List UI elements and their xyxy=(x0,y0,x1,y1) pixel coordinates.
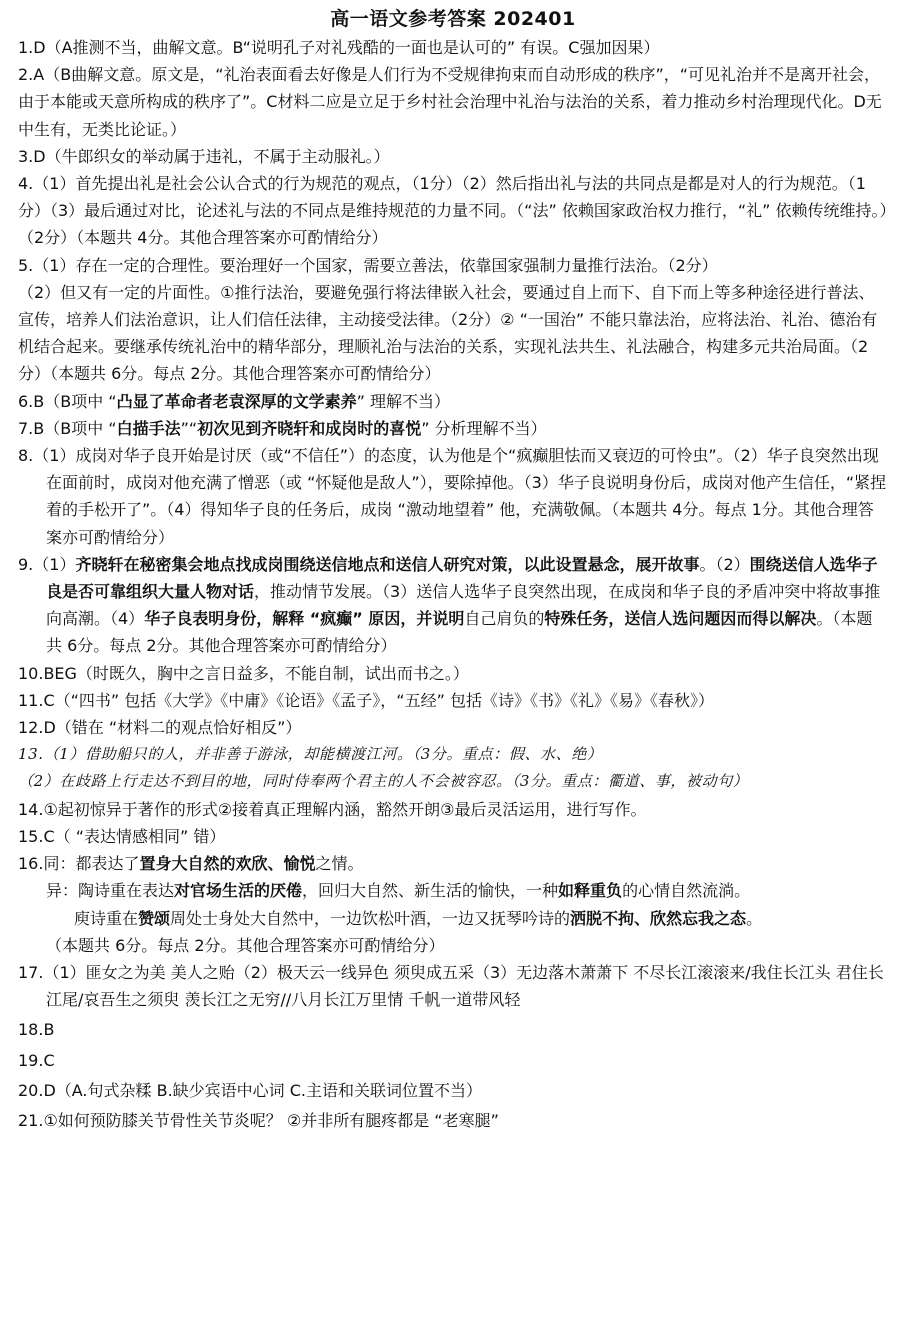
answer-14: 14.①起初惊异于著作的形式②接着真正理解内涵，豁然开朗③最后灵活运用，进行写作。 xyxy=(18,799,647,819)
answer-6 xyxy=(18,388,888,415)
answer-20: 20.D（A.句式杂糅 B.缺少宾语中心词 C.主语和关联词位置不当） xyxy=(18,1080,483,1100)
answer-7-emphasis-1: 白描手法 xyxy=(116,418,181,438)
answer-13-part2: （2）在歧路上行走达不到目的地，同时侍奉两个君主的人不会被容忍。（3分。重点：衢道、事，被动句） xyxy=(18,772,749,791)
answer-9-s3: ，推动情节发展。（3）送信人选华子良突然出现，在成岗和华子良的矛盾冲突中将故事推向高潮。（4） xyxy=(46,582,881,629)
answer-9-b3: 华子良表明身份，解释 “疯癫” 原因，并说明 xyxy=(144,609,465,629)
answer-9 xyxy=(18,551,888,660)
answer-16-yu-emphasis-2: 洒脱不拘、欣然忘我之态 xyxy=(570,908,747,928)
answer-4: 4.（1）首先提出礼是社会公认合式的行为规范的观点，（1分）（2）然后指出礼与法的共同点是都是对人的行为规范。（1分）（3）最后通过对比，论述礼与法的不同点是维持规范的力量不同。（“法” 依赖国家政治权力推行，“礼” 依赖传统维持。）（2分）（本题共 4分。其他合理答案亦可酌情给分） xyxy=(18,174,888,248)
answer-9-b1: 齐晓轩在秘密集会地点找成岗围绕送信地点和送信人研究对策，以此设置悬念，展开故事 xyxy=(75,554,700,574)
answer-7-text: 7.B（B项中 “ xyxy=(18,418,117,438)
answer-7 xyxy=(18,415,888,442)
answer-16-yu-mid: 周处士身处大自然中，一边饮松叶酒，一边又抚琴吟诗的 xyxy=(170,908,571,928)
answer-2: 2.A（B曲解文意。原文是，“礼治表面看去好像是人们行为不受规律拘束而自动形成的秩序”，“可见礼治并不是离开社会，由于本能或天意所构成的秩序了”。C材料二应是立足于乡村社会治理中礼治与法治的关系，着力推动乡村治理现代化。D无中生有，无类比论证。） xyxy=(18,65,882,139)
answer-7-mid: ”“ xyxy=(180,418,198,438)
answer-21: 21.①如何预防膝关节骨性关节炎呢？ ②并非所有腿疼都是 “老寒腿” xyxy=(18,1110,499,1130)
answer-16-tao-emphasis-1: 对官场生活的厌倦 xyxy=(174,881,303,901)
answer-16-same xyxy=(18,850,888,877)
answer-6-text: 6.B（B项中 “ xyxy=(18,391,117,411)
answer-16-score: （本题共 6分。每点 2分。其他合理答案亦可酌情给分） xyxy=(46,935,445,955)
answer-19: 19.C xyxy=(18,1050,55,1070)
answer-16-yu-tail: 。 xyxy=(746,908,763,928)
answer-16-same-text: 16.同：都表达了 xyxy=(18,854,140,874)
answer-16-same-emphasis: 置身大自然的欢欣、愉悦 xyxy=(139,854,316,874)
answer-9-b4: 特殊任务，送信人选问题因而得以解决 xyxy=(544,609,817,629)
answer-6-tail: ” 理解不当） xyxy=(356,391,451,411)
answer-11: 11.C（“四书” 包括《大学》《中庸》《论语》《孟子》，“五经” 包括《诗》《书》《礼》《易》《春秋》） xyxy=(18,690,714,710)
answer-16-tao-emphasis-2: 如释重负 xyxy=(558,881,623,901)
answer-5-part2: （2）但又有一定的片面性。①推行法治，要避免强行将法律嵌入社会，要通过自上而下、自下而上等多种途径进行普法、宣传，培养人们法治意识，让人们信任法律，主动接受法律。（2分）② “一国治” 不能只靠法治，应将法治、礼治、德治有机结合起来。要继承传统礼治中的精华部分，理顺礼治与法治的关系，实现礼法共生、礼法融合，构建多元共治局面。（2分）（本题共 6分。每点 2分。其他合理答案亦可酌情给分） xyxy=(18,282,878,384)
answer-9-b2: 围绕送信人选华子良是否可靠组织大量人物对话 xyxy=(46,554,878,602)
answer-7-emphasis-2: 初次见到齐晓轩和成岗时的喜悦 xyxy=(197,418,422,438)
answer-16-yu-text: 庾诗重在 xyxy=(74,908,139,928)
answer-6-emphasis: 凸显了革命者老袁深厚的文学素养 xyxy=(116,391,357,411)
answer-16-tao-tail: 的心情自然流淌。 xyxy=(622,881,751,901)
page-title: 高一语文参考答案 202401 xyxy=(330,8,576,30)
answer-16-tao xyxy=(18,877,888,904)
answer-17: 17.（1）匪女之为美 美人之贻（2）极天云一线异色 须臾成五采（3）无边落木萧萧下 不尽长江滚滚来/我住长江头 君住长江尾/哀吾生之须臾 羡长江之无穷//八月长江万里情 千帆一道带风轻 xyxy=(18,962,884,1010)
answer-9-s1: 9.（1） xyxy=(18,554,76,574)
answer-9-s2: 。（2） xyxy=(699,554,750,574)
answer-16-tao-mid: ，回归大自然、新生活的愉快，一种 xyxy=(302,881,559,901)
answer-9-s4: 自己肩负的 xyxy=(464,609,545,629)
answer-15: 15.C（ “表达情感相同” 错） xyxy=(18,826,226,846)
answer-10: 10.BEG（时既久，胸中之言日益多，不能自制，试出而书之。） xyxy=(18,663,469,683)
answer-1: 1.D（A推测不当，曲解文意。B“说明孔子对礼残酷的一面也是认可的” 有误。C强加因果） xyxy=(18,38,660,57)
answer-12: 12.D（错在 “材料二的观点恰好相反”） xyxy=(18,718,302,738)
answer-16-yu-emphasis-1: 赞颂 xyxy=(138,908,171,928)
answer-18: 18.B xyxy=(18,1020,55,1040)
answer-5-part1: 5.（1）存在一定的合理性。要治理好一个国家，需要立善法，依靠国家强制力量推行法治。（2分） xyxy=(18,255,718,275)
answer-3: 3.D（牛郎织女的举动属于违礼，不属于主动服礼。） xyxy=(18,146,390,166)
answer-16-yu xyxy=(18,905,888,932)
answer-sheet xyxy=(18,6,888,1134)
answer-9-s5: 。（本题共 6分。每点 2分。其他合理答案亦可酌情给分） xyxy=(46,609,873,656)
answer-8: 8.（1）成岗对华子良开始是讨厌（或“不信任”）的态度，认为他是个“疯癫胆怯而又衰迈的可怜虫”。（2）华子良突然出现在面前时，成岗对他充满了憎恶（或 “怀疑他是敌人”），要除掉他。（3）华子良说明身份后，成岗对他产生信任，“紧捏着的手松开了”。（4）得知华子良的任务后，成岗 “激动地望着” 他，充满敬佩。（本题共 4分。每点 1分。其他合理答案亦可酌情给分） xyxy=(18,446,887,547)
answer-16-tao-text: 异：陶诗重在表达 xyxy=(46,881,175,901)
answer-7-tail: ” 分析理解不当） xyxy=(421,418,547,438)
answer-16-same-tail: 之情。 xyxy=(315,854,364,874)
answer-13-part1: 13.（1）借助船只的人，并非善于游泳，却能横渡江河。（3分。重点：假、水、绝） xyxy=(18,745,603,764)
